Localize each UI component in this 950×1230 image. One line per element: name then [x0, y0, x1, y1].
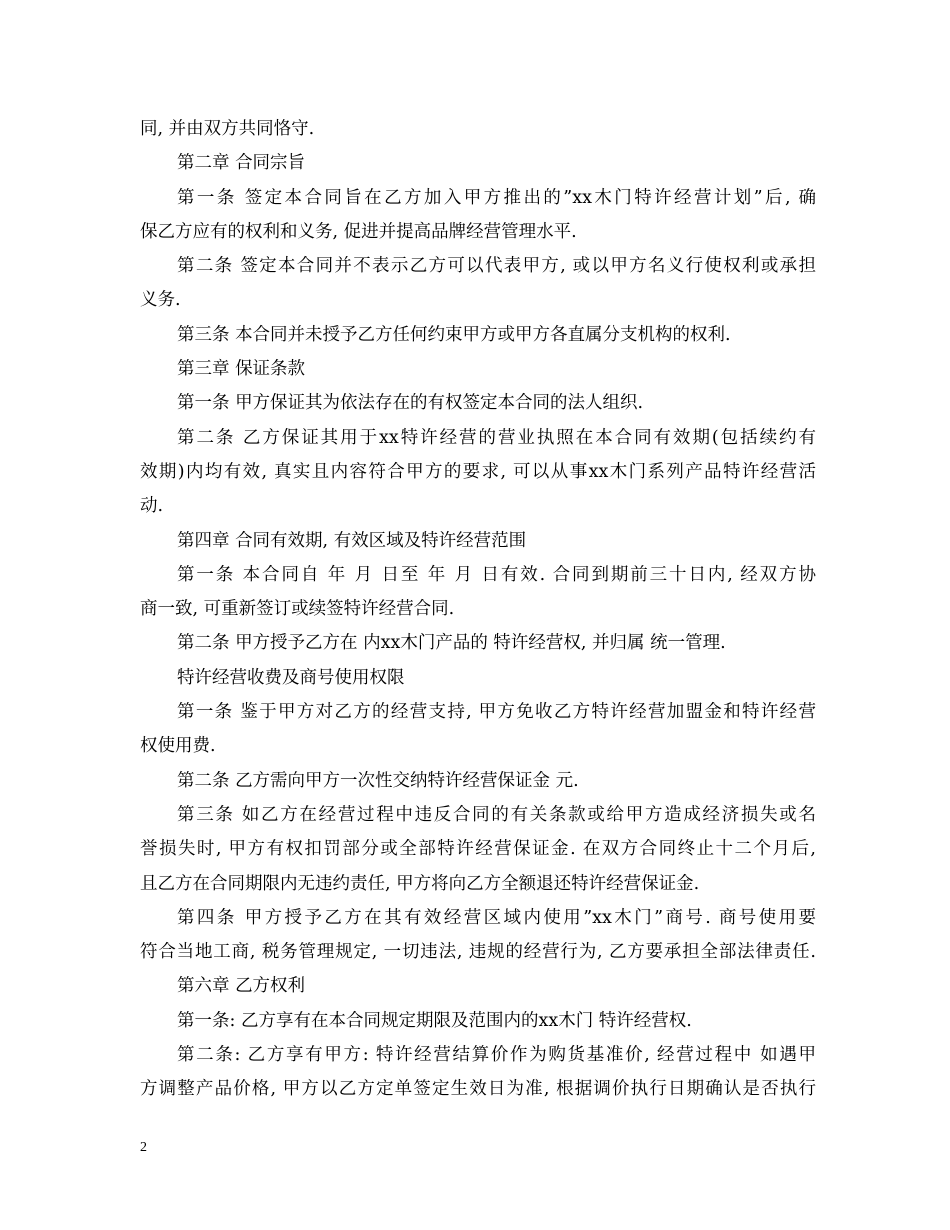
text-line: 第一条 鉴于甲方对乙方的经营支持, 甲方免收乙方特许经营加盟金和特许经营 [177, 702, 816, 723]
text-line: 第四条 甲方授予乙方在其有效经营区域内使用”xx木门”商号. 商号使用要 [177, 907, 816, 928]
text-line: 第二条 乙方需向甲方一次性交纳特许经营保证金 元. [177, 770, 579, 791]
text-line: 义务. [140, 290, 181, 311]
text-line: 且乙方在合同期限内无违约责任, 甲方将向乙方全额退还特许经营保证金. [140, 873, 700, 894]
text-line: 符合当地工商, 税务管理规定, 一切违法, 违规的经营行为, 乙方要承担全部法律责任. [140, 942, 816, 963]
chapter-heading: 第六章 乙方权利 [177, 976, 306, 997]
chapter-heading: 第四章 合同有效期, 有效区域及特许经营范围 [177, 530, 527, 551]
text-line: 商一致, 可重新签订或续签特许经营合同. [140, 599, 455, 620]
text-line: 第二条 甲方授予乙方在 内xx木门产品的 特许经营权, 并归属 统一管理. [177, 633, 726, 654]
text-line: 方调整产品价格, 甲方以乙方定单签定生效日为准, 根据调价执行日期确认是否执行 [140, 1079, 816, 1100]
document-body [140, 112, 816, 1107]
text-line: 第二条: 乙方享有甲方: 特许经营结算价作为购货基准价, 经营过程中 如遇甲 [177, 1045, 816, 1066]
text-line: 同, 并由双方共同恪守. [140, 119, 315, 139]
text-line: 第二条 乙方保证其用于xx特许经营的营业执照在本合同有效期(包括续约有 [177, 427, 816, 448]
chapter-heading: 第二章 合同宗旨 [177, 153, 306, 174]
text-line: 第一条 甲方保证其为依法存在的有权签定本合同的法人组织. [177, 393, 644, 414]
text-line: 权使用费. [140, 736, 216, 757]
text-line: 第三条 本合同并未授予乙方任何约束甲方或甲方各直属分支机构的权利. [177, 324, 731, 345]
text-line: 动. [140, 496, 164, 517]
section-heading: 特许经营收费及商号使用权限 [177, 667, 405, 688]
text-line: 誉损失时, 甲方有权扣罚部分或全部特许经营保证金. 在双方合同终止十二个月后, [140, 839, 816, 860]
text-line: 第三条 如乙方在经营过程中违反合同的有关条款或给甲方造成经济损失或名 [177, 804, 816, 825]
text-line: 第一条 签定本合同旨在乙方加入甲方推出的”xx木门特许经营计划”后, 确 [177, 187, 816, 208]
text-line: 第二条 签定本合同并不表示乙方可以代表甲方, 或以甲方名义行使权利或承担 [177, 256, 816, 277]
chapter-heading: 第三章 保证条款 [177, 359, 306, 380]
text-line: 第一条 本合同自 年 月 日至 年 月 日有效. 合同到期前三十日内, 经双方协 [177, 564, 816, 585]
text-line: 第一条: 乙方享有在本合同规定期限及范围内的xx木门 特许经营权. [177, 1010, 692, 1031]
page-number: 2 [140, 1140, 147, 1155]
text-line: 效期)内均有效, 真实且内容符合甲方的要求, 可以从事xx木门系列产品特许经营活 [140, 461, 816, 482]
text-line: 保乙方应有的权利和义务, 促进并提高品牌经营管理水平. [140, 221, 577, 242]
